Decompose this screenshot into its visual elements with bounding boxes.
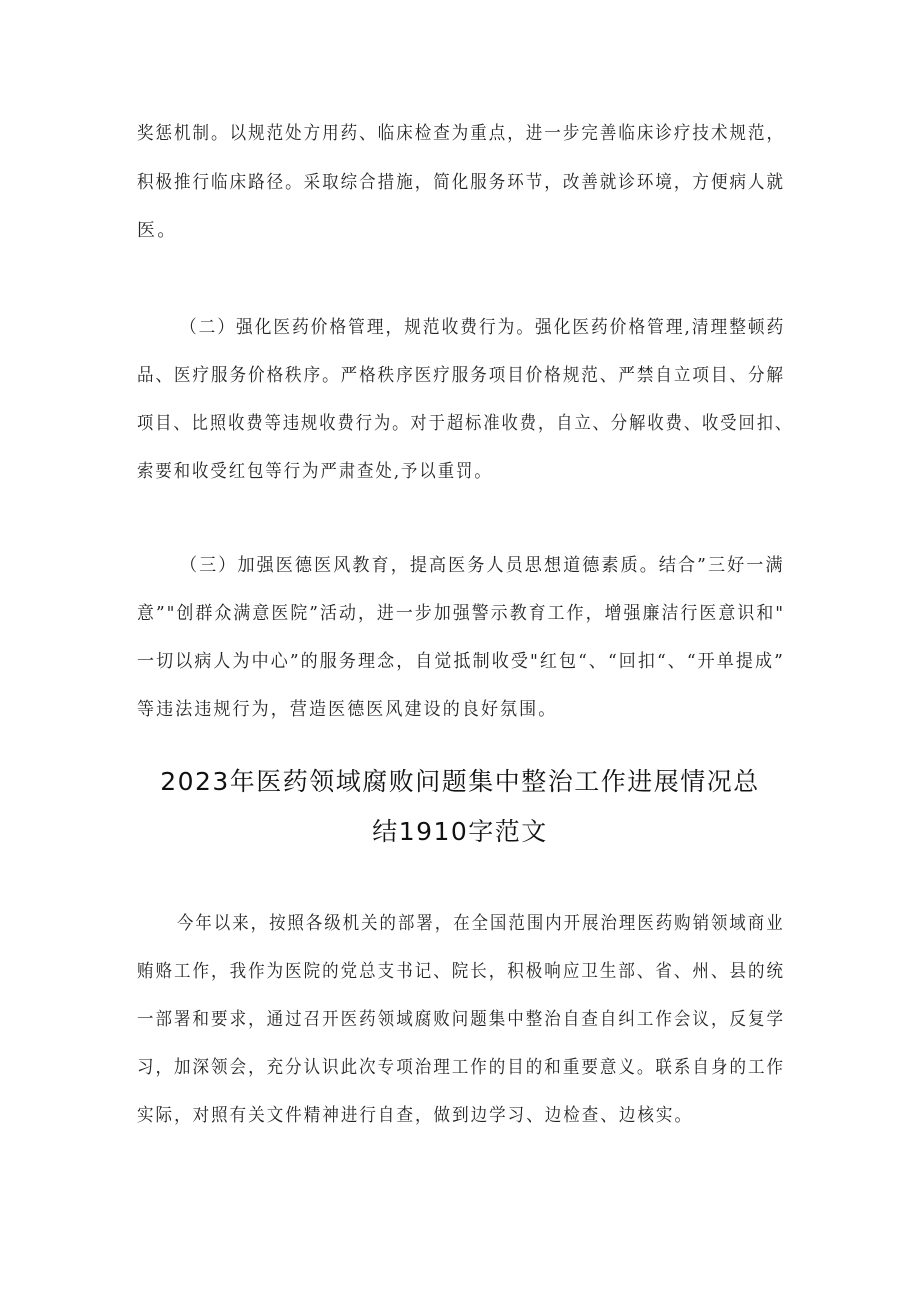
paragraph-line: 习，加深领会，充分认识此次专项治理工作的目的和重要意义。联系自身的工作 [137, 1057, 785, 1078]
paragraph-line: 实际，对照有关文件精神进行自查，做到边学习、边检查、边核实。 [137, 1105, 693, 1126]
paragraph-line: 今年以来，按照各级机关的部署，在全国范围内开展治理医药购销领域商业 [177, 913, 785, 934]
paragraph-line: （三）加强医德医风教育，提高医务人员思想道德素质。结合”三好一满 [180, 555, 785, 576]
paragraph-line: 积极推行临床路径。采取综合措施，简化服务环节，改善就诊环境，方便病人就 [137, 172, 785, 193]
paragraph-line: 意”"创群众满意医院”活动，进一步加强警示教育工作，增强廉洁行医意识和" [137, 603, 786, 624]
paragraph-line: （二）强化医药价格管理，规范收费行为。强化医药价格管理,清理整顿药 [180, 317, 786, 338]
paragraph-line: 一部署和要求，通过召开医药领域腐败问题集中整治自查自纠工作会议，反复学 [137, 1009, 785, 1030]
heading-line-1: 2023年医药领域腐败问题集中整治工作进展情况总 [160, 767, 760, 796]
paragraph-line: 索要和收受红包等行为严肃查处,予以重罚。 [137, 461, 493, 482]
heading-line-2: 结1910字范文 [372, 817, 548, 846]
paragraph-line: 奖惩机制。以规范处方用药、临床检查为重点，进一步完善临床诊疗技术规范， [137, 123, 785, 144]
paragraph-line: 项目、比照收费等违规收费行为。对于超标准收费，自立、分解收费、收受回扣、 [137, 413, 794, 434]
paragraph-line: 医。 [137, 220, 178, 241]
paragraph-line: 一切以病人为中心”的服务理念，自觉抵制收受"红包“、“回扣“、“开单提成” [137, 651, 785, 672]
paragraph-line: 品、医疗服务价格秩序。严格秩序医疗服务项目价格规范、严禁自立项目、分解 [137, 365, 785, 386]
paragraph-line: 贿赂工作，我作为医院的党总支书记、院长，积极响应卫生部、省、州、县的统 [137, 961, 785, 982]
paragraph-line: 等违法违规行为，营造医德医风建设的良好氛围。 [137, 699, 558, 720]
